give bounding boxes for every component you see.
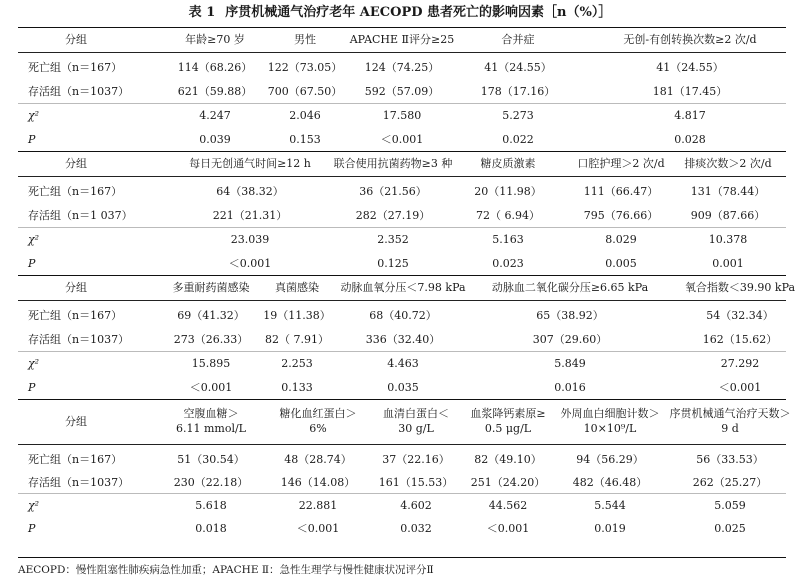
value-cell: 181（17.45） <box>652 85 728 98</box>
value-cell: 0.001 <box>712 257 744 270</box>
group-label: χ² <box>28 498 40 512</box>
value-cell: 273（26.33） <box>173 333 249 346</box>
value-cell: 65（38.92） <box>536 309 604 322</box>
row-p <box>18 517 786 540</box>
value-cell: 0.039 <box>199 133 231 146</box>
value-cell: 5.618 <box>195 498 227 512</box>
value-cell: 5.544 <box>594 498 626 512</box>
header-cell: 糖皮质激素 <box>480 157 536 170</box>
value-cell: 0.032 <box>400 521 432 535</box>
value-cell: 621（59.88） <box>177 85 253 98</box>
value-cell: 8.029 <box>605 233 637 246</box>
row-dead <box>18 56 786 80</box>
header-cell: 排痰次数＞2 次/d <box>684 157 772 170</box>
value-cell: 15.895 <box>191 357 231 370</box>
value-cell: 230（22.18） <box>173 475 249 489</box>
row-alive <box>18 80 786 104</box>
value-cell: 23.039 <box>230 233 270 246</box>
value-cell: 82（49.10） <box>474 452 542 466</box>
value-cell: 114（68.26） <box>177 61 253 74</box>
value-cell: 5.273 <box>502 109 534 122</box>
value-cell: 36（21.56） <box>359 185 427 198</box>
row-alive <box>18 204 786 228</box>
value-cell: 0.023 <box>492 257 524 270</box>
value-cell: 221（21.31） <box>212 209 288 222</box>
value-cell: 0.153 <box>289 133 321 146</box>
value-cell: ＜0.001 <box>189 381 233 394</box>
header-cell: 合并症 <box>501 33 535 46</box>
header-cell: 口腔护理＞2 次/d <box>577 157 665 170</box>
table-footnote: AECOPD：慢性阻塞性肺疾病急性加重；APACHE Ⅱ：急性生理学与慢性健康状况评分Ⅱ <box>18 564 434 576</box>
value-cell: 4.247 <box>199 109 231 122</box>
value-cell: 37（22.16） <box>382 452 450 466</box>
value-cell: 909（87.66） <box>690 209 766 222</box>
header-cell: 每日无创通气时间≥12 h <box>189 157 311 170</box>
value-cell: 68（40.72） <box>369 309 437 322</box>
group-label: P <box>28 521 36 535</box>
header-line2: 0.5 μg/L <box>484 422 532 435</box>
row-chi2 <box>18 494 786 517</box>
value-cell: 0.028 <box>674 133 706 146</box>
row-p <box>18 376 786 400</box>
value-cell: 336（32.40） <box>365 333 441 346</box>
header-group: 分组 <box>65 415 87 428</box>
value-cell: 44.562 <box>488 498 528 512</box>
header-cell: 联合使用抗菌药物≥3 种 <box>333 157 453 170</box>
value-cell: 0.019 <box>594 521 626 535</box>
value-cell: 282（27.19） <box>355 209 431 222</box>
header-line1: 空腹血糖＞ <box>183 407 239 420</box>
value-cell: 69（41.32） <box>177 309 245 322</box>
value-cell: 2.046 <box>289 109 321 122</box>
header-group: 分组 <box>65 281 87 294</box>
group-label: 死亡组（n＝167） <box>28 309 123 322</box>
value-cell: 0.025 <box>714 521 746 535</box>
value-cell: ＜0.001 <box>380 133 424 146</box>
value-cell: 72（ 6.94） <box>476 209 540 222</box>
header-cell: 动脉血氧分压＜7.98 kPa <box>340 281 466 294</box>
header-cell: APACHE Ⅱ评分≥25 <box>349 33 455 46</box>
header-cell: 真菌感染 <box>275 281 319 294</box>
group-label: 存活组（n＝1037） <box>28 475 130 489</box>
value-cell: 0.133 <box>281 381 313 394</box>
value-cell: 162（15.62） <box>702 333 778 346</box>
group-label: 死亡组（n＝167） <box>28 185 123 198</box>
header-line1: 外周血白细胞计数＞ <box>560 407 660 420</box>
value-cell: 4.817 <box>674 109 706 122</box>
value-cell: 17.580 <box>382 109 422 122</box>
row-alive <box>18 328 786 352</box>
value-cell: 19（11.38） <box>263 309 331 322</box>
row-p <box>18 128 786 152</box>
group-label: χ² <box>28 357 40 370</box>
value-cell: 124（74.25） <box>364 61 440 74</box>
header-line2: 6% <box>309 422 327 435</box>
row-chi2 <box>18 104 786 128</box>
header-cell: 年龄≥70 岁 <box>185 33 245 46</box>
header-cell: 动脉血二氧化碳分压≥6.65 kPa <box>491 281 649 294</box>
group-label: P <box>28 257 36 270</box>
header-rule <box>18 300 786 301</box>
value-cell: 5.059 <box>714 498 746 512</box>
value-cell: 795（76.66） <box>583 209 659 222</box>
header-cell: 氧合指数＜39.90 kPa <box>684 281 796 294</box>
value-cell: 41（24.55） <box>484 61 552 74</box>
header-line2: 9 d <box>721 422 739 435</box>
value-cell: 251（24.20） <box>470 475 546 489</box>
value-cell: 0.022 <box>502 133 534 146</box>
value-cell: 0.005 <box>605 257 637 270</box>
header-line1: 序贯机械通气治疗天数＞ <box>669 407 791 420</box>
row-dead <box>18 304 786 328</box>
value-cell: 54（32.34） <box>706 309 774 322</box>
value-cell: ＜0.001 <box>486 521 530 535</box>
value-cell: 41（24.55） <box>656 61 724 74</box>
value-cell: 22.881 <box>298 498 338 512</box>
header-rule <box>18 176 786 177</box>
value-cell: 161（15.53） <box>378 475 454 489</box>
header-group: 分组 <box>65 157 87 170</box>
table-title <box>0 3 800 23</box>
group-label: χ² <box>28 109 40 122</box>
group-label: 死亡组（n＝167） <box>28 61 123 74</box>
row-alive <box>18 471 786 494</box>
value-cell: 0.125 <box>377 257 409 270</box>
value-cell: ＜0.001 <box>296 521 340 535</box>
row-p <box>18 252 786 276</box>
value-cell: ＜0.001 <box>718 381 762 394</box>
value-cell: ＜0.001 <box>228 257 272 270</box>
table-caption: 序贯机械通气治疗老年 AECOPD 患者死亡的影响因素［n（%）］ <box>225 5 612 20</box>
header-rule <box>18 444 786 445</box>
group-label: P <box>28 381 36 394</box>
value-cell: 146（14.08） <box>280 475 356 489</box>
header-line2: 10×10⁹/L <box>583 422 637 435</box>
header-line1: 血浆降钙素原≥ <box>470 407 546 420</box>
value-cell: 122（73.05） <box>267 61 343 74</box>
value-cell: 131（78.44） <box>690 185 766 198</box>
value-cell: 64（38.32） <box>216 185 284 198</box>
value-cell: 56（33.53） <box>696 452 764 466</box>
row-chi2 <box>18 228 786 252</box>
value-cell: 592（57.09） <box>364 85 440 98</box>
row-dead <box>18 180 786 204</box>
header-cell <box>640 406 800 436</box>
group-label: 死亡组（n＝167） <box>28 452 123 466</box>
header-row <box>18 28 786 52</box>
value-cell: 0.035 <box>387 381 419 394</box>
value-cell: 0.016 <box>554 381 586 394</box>
header-cell: 无创-有创转换次数≥2 次/d <box>623 33 757 46</box>
value-cell: 2.352 <box>377 233 409 246</box>
header-row <box>18 276 796 300</box>
value-cell: 482（46.48） <box>572 475 648 489</box>
group-label: χ² <box>28 233 40 246</box>
header-line2: 30 g/L <box>398 422 434 435</box>
value-cell: 27.292 <box>720 357 760 370</box>
group-label: 存活组（n＝1 037） <box>28 209 133 222</box>
header-line1: 糖化血红蛋白＞ <box>279 407 357 420</box>
bottom-rule <box>18 557 786 558</box>
table-number: 表 1 <box>188 5 216 20</box>
header-row <box>18 152 786 176</box>
header-line2: 6.11 mmol/L <box>175 422 246 435</box>
value-cell: 48（28.74） <box>284 452 352 466</box>
value-cell: 0.018 <box>195 521 227 535</box>
value-cell: 4.463 <box>387 357 419 370</box>
group-label: 存活组（n＝1037） <box>28 333 130 346</box>
value-cell: 307（29.60） <box>532 333 608 346</box>
header-line1: 血清白蛋白＜ <box>383 407 449 420</box>
value-cell: 94（56.29） <box>576 452 644 466</box>
value-cell: 111（66.47） <box>583 185 659 198</box>
header-rule <box>18 52 786 53</box>
value-cell: 4.602 <box>400 498 432 512</box>
value-cell: 20（11.98） <box>474 185 542 198</box>
value-cell: 2.253 <box>281 357 313 370</box>
value-cell: 178（17.16） <box>480 85 556 98</box>
value-cell: 262（25.27） <box>692 475 768 489</box>
group-label: 存活组（n＝1037） <box>28 85 130 98</box>
row-chi2 <box>18 352 786 376</box>
value-cell: 82（ 7.91） <box>265 333 329 346</box>
value-cell: 700（67.50） <box>267 85 343 98</box>
value-cell: 51（30.54） <box>177 452 245 466</box>
header-group: 分组 <box>65 33 87 46</box>
header-cell: 男性 <box>294 33 316 46</box>
value-cell: 5.849 <box>554 357 586 370</box>
header-row <box>18 400 791 444</box>
header-cell: 多重耐药菌感染 <box>172 281 250 294</box>
row-dead <box>18 448 786 471</box>
value-cell: 10.378 <box>708 233 748 246</box>
value-cell: 5.163 <box>492 233 524 246</box>
group-label: P <box>28 133 36 146</box>
